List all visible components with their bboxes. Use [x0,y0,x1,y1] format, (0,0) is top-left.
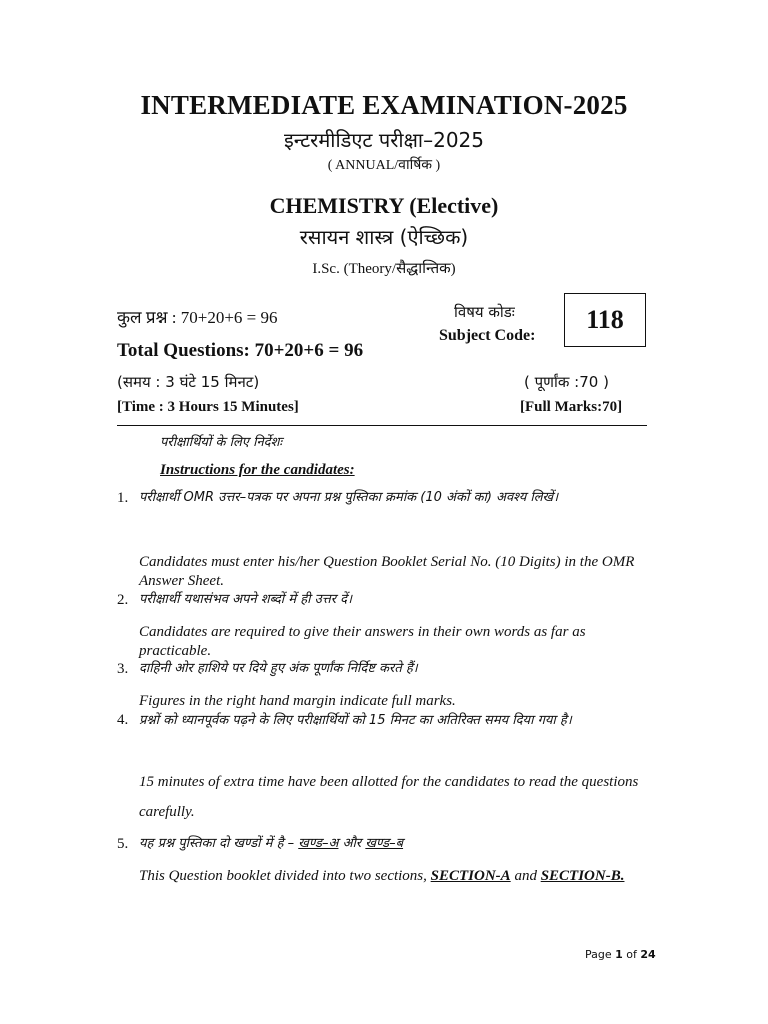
exam-title-hindi: इन्टरमीडिएट परीक्षा–2025 [283,128,485,152]
instruction-number: 4. [117,712,129,728]
instruction-number: 2. [117,592,129,608]
full-marks-english: [Full Marks:70] [520,399,623,415]
full-marks-hindi: ( पूर्णांक :70 ) [524,373,609,391]
time-english: [Time : 3 Hours 15 Minutes] [117,399,299,415]
page-total: 24 [640,948,656,961]
section-intro-hindi: यह प्रश्न पुस्तिका दो खण्डों में है – [139,836,295,851]
instruction-number: 3. [117,661,129,677]
instruction-number: 1. [117,490,129,506]
instruction-text-hindi: परीक्षार्थी यथासंभव अपने शब्दों में ही उत्तर दें। [139,592,352,607]
instruction-text-english: 15 minutes of extra time have been allotted for the candidates to read the questions carefully. [139,774,639,820]
subject-code-box: 118 [564,293,646,347]
section-intro-english: This Question booklet divided into two sections, [139,868,427,884]
and-english: and [514,868,537,884]
instruction-text-english: Candidates are required to give their answers in their own words as far as practicable. [139,624,586,659]
instruction-text-hindi: परीक्षार्थी OMR उत्तर–पत्रक पर अपना प्रश्न पुस्तिका क्रमांक (10 अंकों का) अवश्य लिखें। [139,490,559,505]
instruction-text-english [139,867,654,886]
subject-name-english: CHEMISTRY (Elective) [269,193,499,218]
instruction-text-english: Candidates must enter his/her Question Booklet Serial No. (10 Digits) in the OMR Answer Sheet. [139,554,635,589]
instructions-heading-hindi: परीक्षार्थियों के लिए निर्देशः [160,435,283,450]
subject-stream: I.Sc. (Theory/सैद्धान्तिक) [312,261,456,277]
page-number: 1 [615,948,623,961]
instruction-text-hindi: दाहिनी ओर हाशिये पर दिये हुए अंक पूर्णांक निर्दिष्ट करते हैं। [139,661,418,676]
subject-code-label-english: Subject Code: [439,327,536,344]
exam-annual-label: ( ANNUAL/वार्षिक ) [327,158,441,173]
header-divider [117,425,647,426]
time-hindi: (समय : 3 घंटे 15 मिनट) [117,373,260,391]
instruction-text-hindi [139,830,651,858]
section-a-hindi: खण्ड–अ [298,836,339,851]
of-label: of [626,948,637,961]
exam-title-english: INTERMEDIATE EXAMINATION-2025 [140,90,628,120]
section-b-hindi: खण्ड–ब [365,836,404,851]
section-b-english: SECTION-B. [540,868,625,884]
instruction-text-hindi: प्रश्नों को ध्यानपूर्वक पढ़ने के लिए परीक्षार्थियों को 15 मिनट का अतिरिक्त समय दिया गया है। [139,713,572,728]
section-a-english: SECTION-A [430,868,511,884]
page-footer [585,948,656,961]
and-hindi: और [342,836,362,851]
subject-code-label-hindi: विषय कोडः [454,303,515,321]
total-questions-english: Total Questions: 70+20+6 = 96 [117,340,364,361]
subject-name-hindi: रसायन शास्त्र (ऐच्छिक) [299,225,469,249]
instruction-text-english: Figures in the right hand margin indicate full marks. [139,693,456,709]
instruction-number: 5. [117,836,129,852]
total-questions-hindi: कुल प्रश्न : 70+20+6 = 96 [117,308,278,327]
page-label: Page [585,948,612,961]
instructions-heading-english: Instructions for the candidates: [160,462,355,478]
